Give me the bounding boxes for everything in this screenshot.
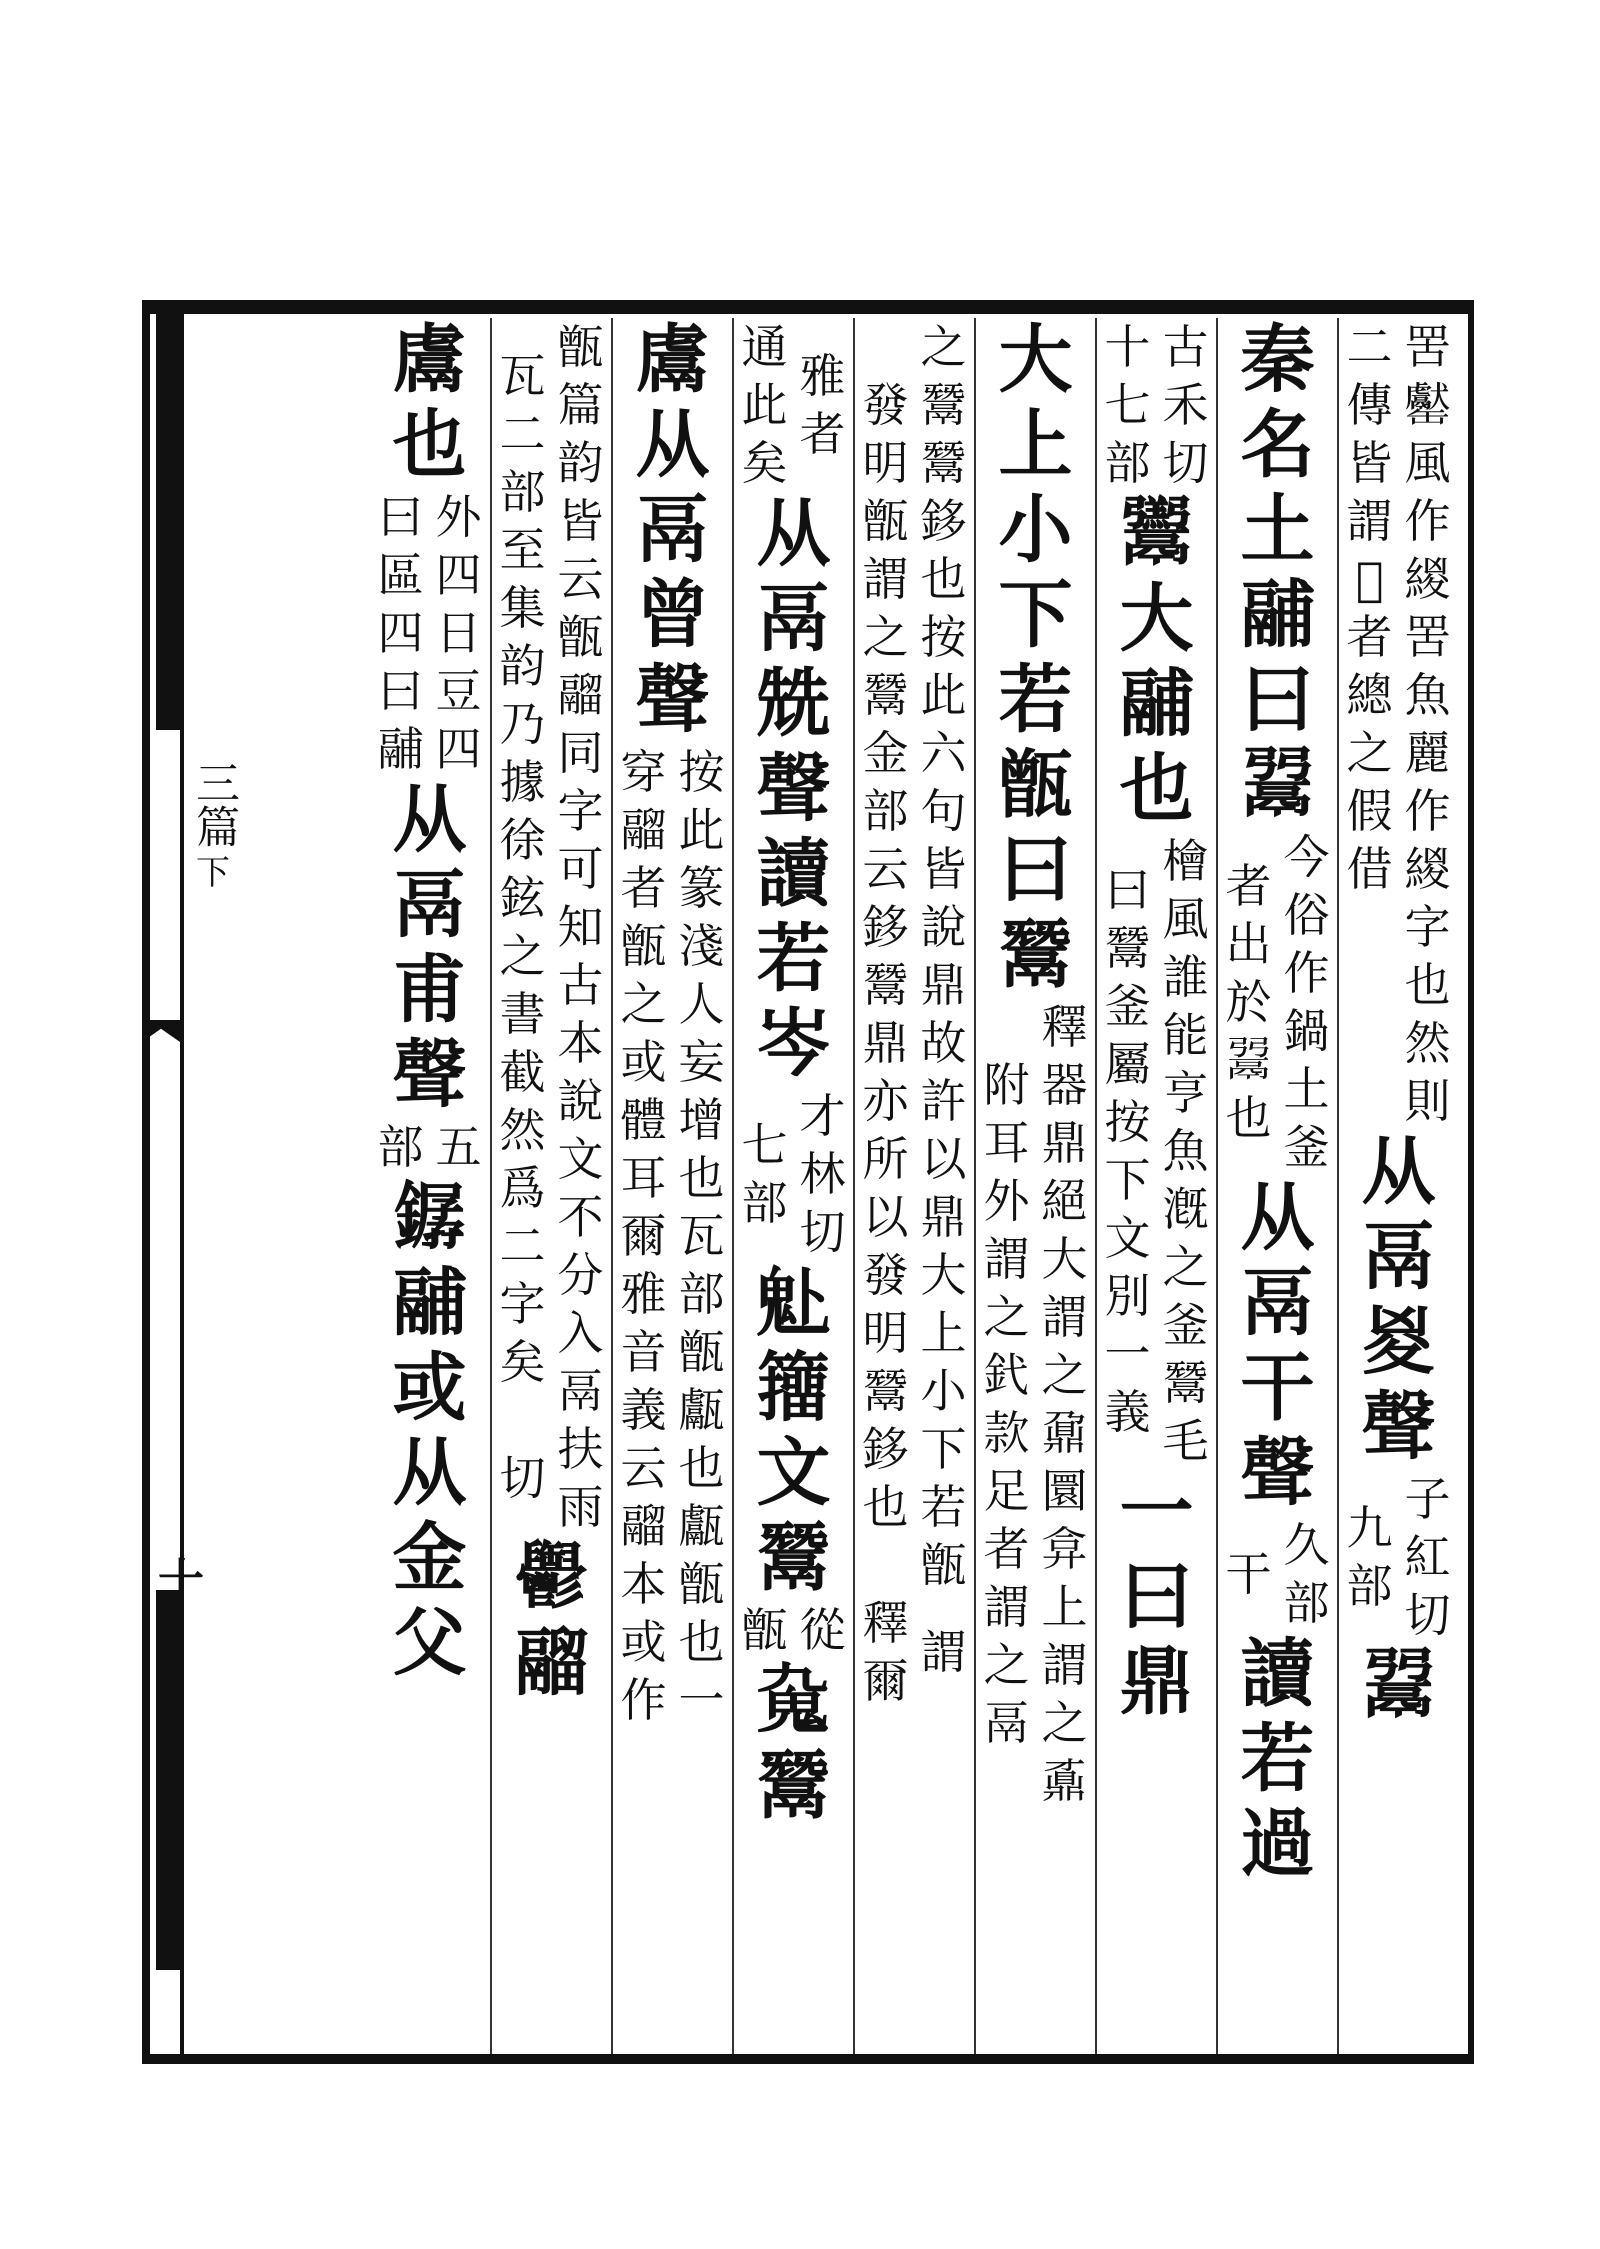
main-text: 从 鬲 兟 聲 讀 若 岑 xyxy=(756,491,831,1087)
main-text: 鬳 从 鬲 曾 聲 xyxy=(635,318,710,743)
commentary-line: 檜風誰能亨魚漑之釜鬵毛 xyxy=(1162,834,1209,1468)
page-number: 十 xyxy=(158,1554,204,1608)
text-column-1 xyxy=(1337,318,1458,2054)
commentary-line: 罟𦉧風作緵罟魚麗作緵 xyxy=(1404,320,1451,896)
main-text: 一 曰 鼎 xyxy=(1119,1469,1194,1725)
text-column-7 xyxy=(611,318,732,2054)
commentary-line: 甑 xyxy=(741,1603,788,1657)
main-text: 鬳 也 xyxy=(392,318,467,488)
main-text: 𨬖 鬴 或 从 金 父 xyxy=(392,1175,467,1686)
commentary xyxy=(1222,1516,1334,1632)
commentary xyxy=(738,318,850,492)
commentary xyxy=(617,743,729,1729)
commentary-line: 從 xyxy=(799,1603,846,1657)
text-column-5 xyxy=(853,318,974,2054)
volume-subtitle: 下 xyxy=(196,853,230,893)
commentary-line: 才林切 xyxy=(799,1089,846,1259)
commentary-line: 釋爾 xyxy=(862,1596,909,1708)
text-column-6 xyxy=(732,318,853,2054)
block-center-strip xyxy=(142,300,184,2064)
commentary xyxy=(1101,318,1213,492)
main-text: 𩰪 鬸 xyxy=(514,1535,589,1706)
black-mouth-top xyxy=(156,310,180,730)
main-text: 大 上 小 下 若 甑 曰 鬵 xyxy=(998,318,1073,998)
main-text: 秦 名 土 鬴 曰 𩰲 xyxy=(1240,318,1315,828)
commentary-line: 部 xyxy=(377,1120,424,1174)
main-text: 从 鬲 甫 聲 xyxy=(392,777,467,1118)
text-column-2 xyxy=(1216,318,1337,2054)
commentary-line: 切 xyxy=(499,1451,546,1505)
commentary-line: 扶雨 xyxy=(557,1422,604,1534)
commentary-line: 今俗作鍋土釜 xyxy=(1283,830,1330,1174)
commentary-line: 釋器鼎絕大謂之鼐圜弇上謂之鼒 xyxy=(1041,1000,1088,1808)
commentary-line: 曰鬵釜屬按下文別一義 xyxy=(1104,863,1151,1439)
volume-title: 三篇 xyxy=(188,760,240,848)
commentary-line: 曰區四曰鬴 xyxy=(377,490,424,776)
commentary-line: 通此矣 xyxy=(741,320,788,490)
commentary-line: 二傳皆謂𦋺者總之假借 xyxy=(1346,320,1393,896)
main-text: 讀 若 過 xyxy=(1240,1631,1315,1887)
commentary-line: 外四日豆四 xyxy=(435,490,482,776)
commentary xyxy=(859,1594,971,1710)
commentary-line: 字也然則 xyxy=(1404,900,1451,1128)
commentary-line: 古禾切 xyxy=(1162,320,1209,490)
commentary xyxy=(496,1420,608,1536)
commentary-line: 干 xyxy=(1225,1547,1272,1601)
commentary xyxy=(738,1087,850,1261)
commentary xyxy=(1343,1470,1455,1644)
commentary xyxy=(980,998,1092,1810)
commentary-line: 者出於𩰲也 xyxy=(1225,859,1272,1145)
commentary-line: 雅者 xyxy=(799,349,846,461)
commentary-line: 七部 xyxy=(741,1118,788,1230)
commentary-line: 十七部 xyxy=(1104,320,1151,490)
commentary-line: 瓦二部至集韵乃據徐鉉之書截然爲二字矣 xyxy=(499,349,546,1389)
main-text: 从 鬲 干 聲 xyxy=(1240,1175,1315,1516)
commentary-line: 穿鬸者甑之或體耳爾雅音義云鬸本或作 xyxy=(620,745,667,1727)
commentary-line: 按此篆淺人妄增也瓦部甑甗也甗甑也一 xyxy=(678,745,725,1727)
commentary xyxy=(1101,832,1213,1470)
commentary xyxy=(859,318,971,1594)
commentary xyxy=(496,318,608,1420)
commentary xyxy=(738,1601,850,1659)
main-text: 从 鬲 㚇 聲 xyxy=(1361,1129,1436,1470)
main-text: 𩱻 籒 文 鬵 xyxy=(756,1260,831,1601)
text-column-4 xyxy=(974,318,1095,2054)
black-mouth-bottom xyxy=(156,1590,180,1970)
fish-tail-mark xyxy=(142,1020,180,1042)
text-column-3 xyxy=(1095,318,1216,2054)
commentary-line: 謂 xyxy=(920,1625,967,1679)
commentary xyxy=(1222,828,1334,1176)
commentary-line: 九部 xyxy=(1346,1501,1393,1613)
commentary xyxy=(374,488,486,778)
volume-label xyxy=(188,760,238,892)
commentary-line: 發明甑謂之鬵金部云鉹鬵鼎亦所以發明鬵鉹也 xyxy=(862,378,909,1534)
commentary xyxy=(1343,318,1455,898)
commentary-line: 子紅切 xyxy=(1404,1472,1451,1642)
commentary-line: 久部 xyxy=(1283,1518,1330,1630)
commentary-line: 之鬵鬵鉹也按此六句皆說鼎故許以鼎大上小下若甑 xyxy=(920,320,967,1592)
text-columns xyxy=(248,318,1458,2054)
main-text: 𩱧 大 鬴 也 xyxy=(1119,491,1194,832)
commentary xyxy=(1343,898,1455,1130)
main-text: 𩱼 鬵 xyxy=(756,1658,831,1829)
commentary-line: 甑篇韵皆云甑鬸同字可知古本說文不分入鬲 xyxy=(557,320,604,1418)
main-text: 𩰲 xyxy=(1361,1643,1436,1729)
commentary-line: 附耳外謂之釴款足者謂之鬲 xyxy=(983,1058,1030,1750)
text-column-9 xyxy=(369,318,490,2054)
commentary-line: 五 xyxy=(435,1120,482,1174)
commentary xyxy=(374,1118,486,1176)
text-column-8 xyxy=(490,318,611,2054)
